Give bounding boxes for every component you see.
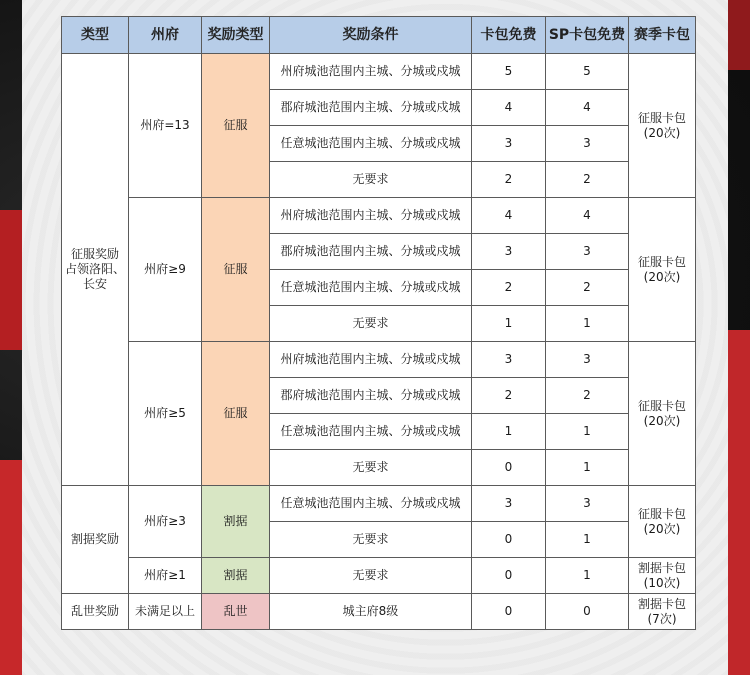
- reward-type-cell: 割据: [202, 558, 270, 594]
- free-pack-cell: 0: [472, 522, 546, 558]
- reward-type-cell: 征服: [202, 54, 270, 198]
- table-row: [62, 54, 696, 90]
- prefecture-cell: 州府≥5: [129, 342, 202, 486]
- header-sp-free-pack: SP卡包免费: [546, 17, 629, 54]
- free-pack-cell: 1: [472, 414, 546, 450]
- season-pack-label: 征服卡包: [637, 254, 686, 269]
- free-pack-cell: 3: [472, 126, 546, 162]
- sp-pack-cell: 4: [546, 90, 629, 126]
- condition-cell: 郡府城池范围内主城、分城或戍城: [270, 90, 472, 126]
- condition-cell: 州府城池范围内主城、分城或戍城: [270, 342, 472, 378]
- category-label: 长安: [82, 277, 107, 291]
- category-label: 征服奖励: [70, 247, 119, 261]
- sp-pack-cell: 3: [546, 342, 629, 378]
- season-pack-label: 割据卡包: [637, 596, 686, 611]
- season-pack-cell: [629, 558, 696, 594]
- header-type: 类型: [62, 17, 129, 54]
- header-reward-condition: 奖励条件: [270, 17, 472, 54]
- free-pack-cell: 2: [472, 270, 546, 306]
- condition-cell: 郡府城池范围内主城、分城或戍城: [270, 378, 472, 414]
- header-season-pack: 赛季卡包: [629, 17, 696, 54]
- condition-cell: 无要求: [270, 522, 472, 558]
- condition-cell: 无要求: [270, 450, 472, 486]
- header-reward-type: 奖励类型: [202, 17, 270, 54]
- condition-cell: 郡府城池范围内主城、分城或戍城: [270, 234, 472, 270]
- sp-pack-cell: 3: [546, 486, 629, 522]
- condition-cell: 州府城池范围内主城、分城或戍城: [270, 198, 472, 234]
- free-pack-cell: 0: [472, 558, 546, 594]
- reward-type-cell: 征服: [202, 342, 270, 486]
- header-prefecture: 州府: [129, 17, 202, 54]
- sp-pack-cell: 0: [546, 594, 629, 630]
- category-conquest: [62, 54, 129, 486]
- free-pack-cell: 2: [472, 162, 546, 198]
- sp-pack-cell: 1: [546, 450, 629, 486]
- category-separatist: 割据奖励: [62, 486, 129, 594]
- free-pack-cell: 0: [472, 594, 546, 630]
- category-chaos: 乱世奖励: [62, 594, 129, 630]
- condition-cell: 城主府8级: [270, 594, 472, 630]
- condition-cell: 无要求: [270, 162, 472, 198]
- free-pack-cell: 4: [472, 90, 546, 126]
- free-pack-cell: 0: [472, 450, 546, 486]
- sp-pack-cell: 3: [546, 126, 629, 162]
- free-pack-cell: 3: [472, 342, 546, 378]
- season-pack-count: (10次): [643, 575, 681, 590]
- table-row: [62, 342, 696, 378]
- sp-pack-cell: 3: [546, 234, 629, 270]
- condition-cell: 任意城池范围内主城、分城或戍城: [270, 270, 472, 306]
- season-pack-count: (20次): [643, 521, 681, 536]
- condition-cell: 州府城池范围内主城、分城或戍城: [270, 54, 472, 90]
- prefecture-cell: 州府=13: [129, 54, 202, 198]
- season-pack-label: 征服卡包: [637, 398, 686, 413]
- reward-table: [61, 16, 696, 630]
- sp-pack-cell: 1: [546, 558, 629, 594]
- prefecture-cell: 州府≥1: [129, 558, 202, 594]
- sp-pack-cell: 1: [546, 306, 629, 342]
- sp-pack-cell: 4: [546, 198, 629, 234]
- season-pack-cell: [629, 486, 696, 558]
- sp-pack-cell: 2: [546, 270, 629, 306]
- header-row: [62, 17, 696, 54]
- free-pack-cell: 4: [472, 198, 546, 234]
- season-pack-count: (20次): [643, 413, 681, 428]
- reward-type-cell: 征服: [202, 198, 270, 342]
- condition-cell: 无要求: [270, 558, 472, 594]
- season-pack-cell: [629, 342, 696, 486]
- season-pack-cell: [629, 594, 696, 630]
- season-pack-count: (20次): [643, 125, 681, 140]
- season-pack-label: 割据卡包: [637, 560, 686, 575]
- free-pack-cell: 3: [472, 486, 546, 522]
- condition-cell: 无要求: [270, 306, 472, 342]
- free-pack-cell: 3: [472, 234, 546, 270]
- sp-pack-cell: 5: [546, 54, 629, 90]
- condition-cell: 任意城池范围内主城、分城或戍城: [270, 486, 472, 522]
- condition-cell: 任意城池范围内主城、分城或戍城: [270, 414, 472, 450]
- season-pack-count: (7次): [647, 611, 677, 626]
- season-pack-cell: [629, 54, 696, 198]
- season-pack-count: (20次): [643, 269, 681, 284]
- condition-cell: 任意城池范围内主城、分城或戍城: [270, 126, 472, 162]
- season-pack-cell: [629, 198, 696, 342]
- free-pack-cell: 2: [472, 378, 546, 414]
- table-row: [62, 486, 696, 522]
- prefecture-cell: 未满足以上: [129, 594, 202, 630]
- free-pack-cell: 5: [472, 54, 546, 90]
- category-label: 占领洛阳、: [64, 262, 125, 276]
- season-pack-label: 征服卡包: [637, 506, 686, 521]
- reward-type-cell: 乱世: [202, 594, 270, 630]
- table-row: [62, 558, 696, 594]
- season-pack-label: 征服卡包: [637, 110, 686, 125]
- table-row: [62, 198, 696, 234]
- sp-pack-cell: 2: [546, 162, 629, 198]
- prefecture-cell: 州府≥3: [129, 486, 202, 558]
- prefecture-cell: 州府≥9: [129, 198, 202, 342]
- reward-type-cell: 割据: [202, 486, 270, 558]
- table-row: [62, 594, 696, 630]
- sp-pack-cell: 1: [546, 522, 629, 558]
- free-pack-cell: 1: [472, 306, 546, 342]
- sp-pack-cell: 1: [546, 414, 629, 450]
- sp-pack-cell: 2: [546, 378, 629, 414]
- header-free-pack: 卡包免费: [472, 17, 546, 54]
